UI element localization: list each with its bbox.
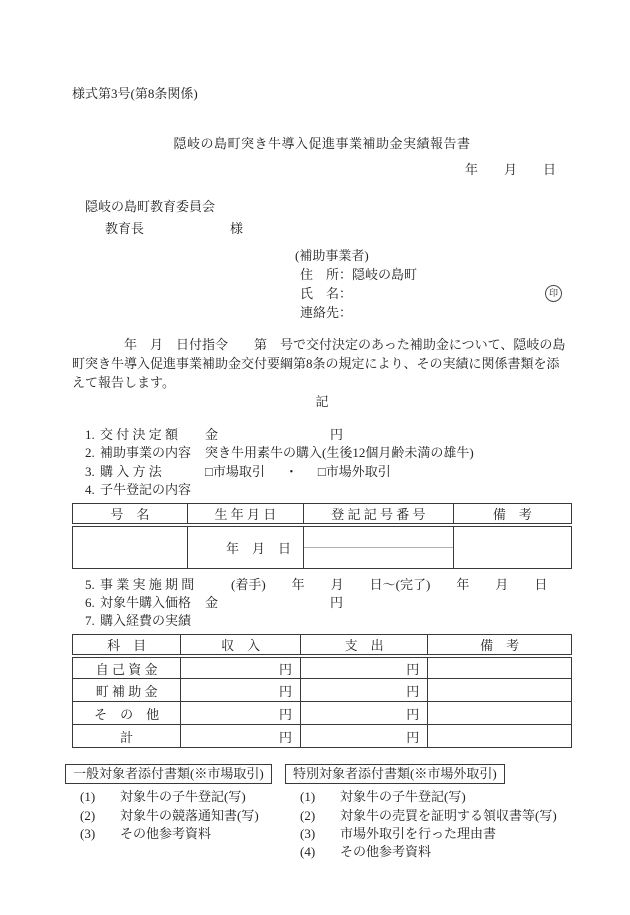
attachments-special [285, 764, 572, 861]
registry-body-row [73, 525, 572, 568]
registry-header-name: 号 名 [73, 503, 188, 525]
expense-cell-remarks [428, 679, 572, 702]
expense-row-town-subsidy [73, 679, 572, 702]
applicant-address: 住 所：隠岐の島町 [300, 267, 418, 282]
item-purchase-method [72, 463, 572, 481]
item-content: 突き牛用素牛の購入(生後12個月齢未満の雄牛) [205, 445, 474, 461]
items-list-2 [72, 576, 572, 631]
option-off-market-label: 市場外取引 [325, 463, 391, 479]
expense-header-expense: 支 出 [301, 634, 428, 656]
expense-cell-income: 円 [181, 656, 301, 679]
amount-suffix: 円 [330, 427, 344, 442]
attachment-number: (1) [80, 789, 96, 805]
attachment-text: 対象牛の売買を証明する領収書等(写) [340, 807, 557, 823]
item-label: 交 付 決 定 額 [100, 427, 179, 442]
attachment-text: 市場外取引を行った理由書 [340, 825, 497, 841]
expense-cell-income: 円 [181, 702, 301, 725]
attachments-section [65, 764, 572, 861]
item-calf-registry [72, 481, 572, 499]
registry-cell-birthdate: 年 月 日 [187, 525, 303, 568]
expense-cell-remarks [428, 702, 572, 725]
expense-row-self-funds [73, 656, 572, 679]
applicant-name-line [300, 284, 562, 303]
checkbox-market-icon: □ [205, 463, 213, 479]
item-label: 購入経費の実績 [100, 613, 192, 629]
expense-cell-expense: 円 [301, 725, 428, 748]
attachment-item [285, 825, 572, 843]
expense-cell-income: 円 [181, 679, 301, 702]
registry-header-remarks: 備 考 [453, 503, 571, 525]
registry-number-divider [304, 547, 453, 548]
expense-cell-category: 計 [73, 725, 181, 748]
attachments-general [65, 764, 285, 861]
expense-row-total [73, 725, 572, 748]
item-content [205, 463, 391, 481]
item-number: 6. [85, 595, 95, 611]
attachment-text: 対象牛の子牛登記(写) [120, 789, 246, 805]
recipient-position-line [105, 221, 572, 237]
registry-header-row [73, 503, 572, 525]
expense-header-row [73, 634, 572, 656]
registry-cell-registry-number [304, 525, 454, 568]
expense-row-other [73, 702, 572, 725]
item-label: 購 入 方 法 [100, 463, 162, 479]
expense-cell-category: そ の 他 [73, 702, 181, 725]
attachment-item [285, 788, 572, 806]
recipient-organization: 隠岐の島町教育委員会 [85, 199, 216, 214]
item-implementation-period [72, 576, 572, 594]
body-paragraph: 年 月 日付指令 第 号で交付決定のあった補助金について、隠岐の島町突き牛導入促進事業補助金交付要綱第8条の規定により、その実績に関係書類を添えて報告します。 [72, 337, 566, 390]
registry-header-registry-number: 登 記 記 号 番 号 [304, 503, 454, 525]
amount-prefix: 金 [205, 595, 219, 611]
expense-header-income: 収 入 [181, 634, 301, 656]
expense-cell-expense: 円 [301, 679, 428, 702]
item-label: 補助事業の内容 [100, 445, 192, 461]
attachment-number: (4) [300, 843, 316, 859]
item-content: (着手) 年 月 日～(完了) 年 月 日 [205, 576, 548, 592]
expense-cell-expense: 円 [301, 702, 428, 725]
expense-header-category: 科 目 [73, 634, 181, 656]
applicant-contact: 連絡先： [300, 305, 353, 320]
expense-cell-category: 自 己 資 金 [73, 656, 181, 679]
item-label: 子牛登記の内容 [100, 482, 192, 498]
expense-cell-expense: 円 [301, 656, 428, 679]
applicant-heading: (補助事業者) [295, 248, 369, 263]
date-line: 年 月 日 [464, 162, 556, 177]
attachment-number: (2) [300, 807, 316, 823]
attachment-text: その他参考資料 [120, 825, 212, 841]
amount-prefix: 金 [205, 427, 219, 442]
attachment-item [65, 807, 285, 825]
option-separator: ・ [284, 463, 298, 479]
item-label: 事 業 実 施 期 間 [100, 576, 195, 592]
expense-cell-remarks [428, 656, 572, 679]
attachment-number: (1) [300, 789, 316, 805]
option-market-label: 市場取引 [212, 463, 265, 479]
attachment-number: (3) [80, 825, 96, 841]
document-title: 隠岐の島町突き牛導入促進事業補助金実績報告書 [173, 136, 471, 151]
attachment-item [65, 825, 285, 843]
item-number: 4. [85, 482, 95, 498]
recipient-honorific: 様 [230, 221, 244, 236]
item-purchase-price [72, 594, 572, 612]
item-content [205, 594, 343, 612]
applicant-block [295, 246, 562, 322]
calf-registry-table [72, 503, 572, 569]
attachment-text: 対象牛の子牛登記(写) [340, 789, 466, 805]
attachment-item [285, 843, 572, 861]
section-mark: 記 [315, 394, 329, 409]
item-number: 5. [85, 576, 95, 592]
item-number: 1. [85, 427, 95, 442]
expense-header-remarks: 備 考 [428, 634, 572, 656]
item-project-content [72, 444, 572, 462]
item-grant-amount [72, 426, 572, 444]
items-list [72, 426, 572, 500]
item-content [205, 426, 343, 444]
checkbox-off-market-icon: □ [317, 463, 326, 479]
attachment-item [65, 788, 285, 806]
seal-icon: 印 [545, 285, 562, 302]
recipient-position: 教育長 [105, 221, 145, 236]
attachment-number: (2) [80, 807, 96, 823]
attachments-special-title: 特別対象者添付書類(※市場外取引) [285, 764, 505, 784]
item-label: 対象牛購入価格 [100, 595, 192, 611]
attachment-text: 対象牛の競落通知書(写) [120, 807, 259, 823]
recipient-block [72, 199, 572, 237]
attachments-general-title: 一般対象者添付書類(※市場取引) [65, 764, 272, 784]
expense-cell-remarks [428, 725, 572, 748]
expense-cell-income: 円 [181, 725, 301, 748]
expense-cell-category: 町 補 助 金 [73, 679, 181, 702]
item-number: 3. [85, 463, 95, 479]
attachment-number: (3) [300, 825, 316, 841]
item-number: 7. [85, 613, 95, 629]
item-number: 2. [85, 445, 95, 461]
attachments-general-list [65, 788, 285, 843]
attachment-item [285, 807, 572, 825]
expense-table [72, 634, 572, 749]
registry-cell-name [73, 525, 188, 568]
amount-suffix: 円 [330, 595, 344, 611]
form-number: 様式第3号(第8条関係) [72, 86, 198, 101]
registry-header-birthdate: 生 年 月 日 [187, 503, 303, 525]
attachment-text: その他参考資料 [340, 843, 432, 859]
attachments-special-list [285, 788, 572, 861]
item-expense-results [72, 612, 572, 630]
applicant-name-label: 氏 名： [300, 286, 353, 301]
registry-cell-remarks [453, 525, 571, 568]
